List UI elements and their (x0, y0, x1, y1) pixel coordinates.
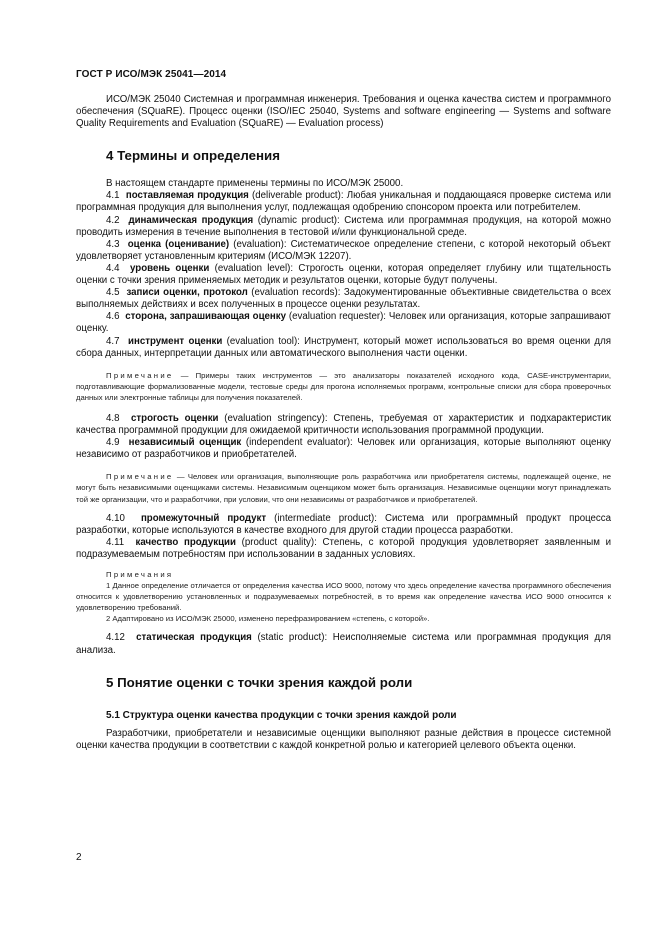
term-entry (76, 632, 611, 656)
term-entry (76, 513, 611, 537)
section-4-heading: 4 Термины и определения (106, 148, 280, 164)
term-entry (76, 190, 611, 214)
term-name: инструмент оценки (128, 335, 223, 347)
term-number: 4.1 (106, 190, 120, 202)
note-4-9 (76, 471, 611, 504)
term-number: 4.3 (106, 238, 120, 250)
standard-header: ГОСТ Р ИСО/МЭК 25041—2014 (76, 69, 227, 80)
note-item: 1 Данное определение отличается от определения качества ИСО 9000, потому что здесь определение качества программного обеспечения относится к удовлетворению установленных и подразумеваемых потребностей, в то время как определение качества ИСО 9000 относится к удовлетворению требований. (76, 581, 611, 613)
term-definition: (intermediate product): Система или программный продукт процесса разработки, которые используются в качестве входного для другой стадии процесса разработки. (76, 512, 612, 536)
term-definition: (evaluation stringency): Степень, требуемая от характеристик и подхарактеристик качества программной продукции для ожидаемой критичности использования программной продукции. (76, 412, 611, 437)
note-text: — Примеры таких инструментов — это анализаторы показателей исходного кода, CASE-инструментарии, подготавливающие формализованные модели, тестовые среды для прогона исполняемых программ, контрольные списки для сбора проверочных данных или электронные таблицы для получения показателей. (76, 370, 611, 402)
note-label: Примечание (106, 472, 174, 482)
note-4-7 (76, 370, 611, 403)
term-definition: (evaluation requester): Человек или организация, которые запрашивают оценку. (76, 311, 611, 335)
terms-list-c (76, 513, 611, 561)
page-number: 2 (76, 852, 82, 863)
term-name: динамическая продукция (128, 214, 254, 226)
term-name: сторона, запрашивающая оценку (125, 311, 287, 323)
notes-label-text: Примечания (106, 570, 174, 579)
term-entry (76, 336, 611, 360)
term-name: строгость оценки (131, 412, 219, 424)
term-number: 4.11 (106, 536, 125, 548)
term-entry (76, 239, 611, 263)
reference-paragraph: ИСО/МЭК 25040 Системная и программная инженерия. Требования и оценка качества систем и программного обеспечения (SQuaRE). Процесс оценки (ISO/IEC 25040, Systems and software engineering — Systems and software Quality Requirements and Evaluation (SQuaRE) — Evaluation process) (76, 94, 611, 130)
term-definition: (evaluation records): Задокументированные объективные свидетельства о всех выполняемых действиях и всех полученных в процессе оценки результатах. (76, 287, 611, 311)
term-entry (76, 537, 611, 561)
term-entry (76, 413, 611, 437)
notes-4-11 (76, 569, 611, 624)
page-content (76, 94, 611, 752)
term-entry (76, 263, 611, 287)
term-number: 4.9 (106, 437, 120, 449)
term-name: поставляемая продукция (125, 190, 249, 202)
term-number: 4.5 (106, 287, 120, 299)
section-5-1-paragraph: Разработчики, приобретатели и независимые оценщики выполняют разные действия в процессе системной оценки качества продукции в соответствии с каждой конкретной ролью и категорией целевого объекта оценки. (76, 727, 611, 751)
term-definition: (product quality): Степень, с которой продукция удовлетворяет заявленным и подразумеваемым потребностям при использовании в заданных условиях. (76, 536, 611, 560)
term-name: оценка (оценивание) (127, 238, 230, 250)
term-entry (76, 311, 611, 335)
term-entry (76, 437, 611, 461)
term-number: 4.7 (106, 335, 120, 347)
term-definition: (deliverable product): Любая уникальная и поддающаяся проверке система или программная продукция для выполнения услуг, подлежащая одобрению спонсором проекта или потребителем. (76, 190, 612, 214)
term-definition: (static product): Неисполняемые система или программная продукция для анализа. (76, 632, 612, 656)
note-item: 2 Адаптировано из ИСО/МЭК 25000, изменено перефразированием «степень, с которой». (106, 614, 430, 624)
term-number: 4.2 (106, 214, 120, 226)
term-name: промежуточный продукт (140, 512, 267, 524)
term-entry (76, 215, 611, 239)
term-definition: (evaluation): Систематическое определение степени, с которой некоторый объект удовлетворяет установленным критериям (ИСО/МЭК 12207). (76, 238, 611, 262)
section-5-1-heading: 5.1 Структура оценки качества продукции с точки зрения каждой роли (106, 709, 457, 721)
term-number: 4.8 (106, 412, 120, 424)
notes-label (76, 569, 611, 580)
term-definition: (evaluation tool): Инструмент, который может использоваться во время оценки для сбора данных, интерпретации данных или автоматического выполнения части оценки. (76, 335, 611, 359)
term-name: статическая продукция (136, 632, 252, 644)
term-number: 4.12 (106, 632, 125, 644)
term-name: независимый оценщик (128, 437, 242, 449)
note-label: Примечание (106, 370, 174, 380)
terms-list-b (76, 413, 611, 461)
term-name: качество продукции (135, 536, 236, 548)
note-text: — Человек или организация, выполняющие роль разработчика или приобретателя системы, подлежащей оценке, не могут быть независимыми оценщиками системы. Независимым оценщиком может быть организация. Независимые оценщики могут принадлежать той же организации, что и разработчики, при условии, что они независимы от разработчиков и приобретателей. (76, 472, 611, 504)
term-name: уровень оценки (130, 262, 210, 274)
term-number: 4.6 (106, 311, 120, 323)
term-number: 4.4 (106, 262, 120, 274)
term-definition: (evaluation level): Строгость оценки, которая определяет глубину или тщательность оценки с точки зрения применяемых методик и результатов оценки, которые будут получены. (76, 262, 611, 287)
term-definition: (independent evaluator): Человек или организация, которые выполняют оценку независимо от разработчиков и приобретателей. (76, 437, 611, 461)
term-entry (76, 287, 611, 311)
term-number: 4.10 (106, 512, 125, 524)
term-definition: (dynamic product): Система или программная продукция, на которой можно проводить измерения в течение выполнения в тестовой и/или функциональной среде. (76, 214, 611, 238)
term-name: записи оценки, протокол (126, 287, 248, 299)
section-4-lead: В настоящем стандарте применены термины по ИСО/МЭК 25000. (106, 178, 404, 190)
section-5-heading: 5 Понятие оценки с точки зрения каждой роли (106, 674, 413, 690)
terms-list-a (76, 190, 611, 359)
